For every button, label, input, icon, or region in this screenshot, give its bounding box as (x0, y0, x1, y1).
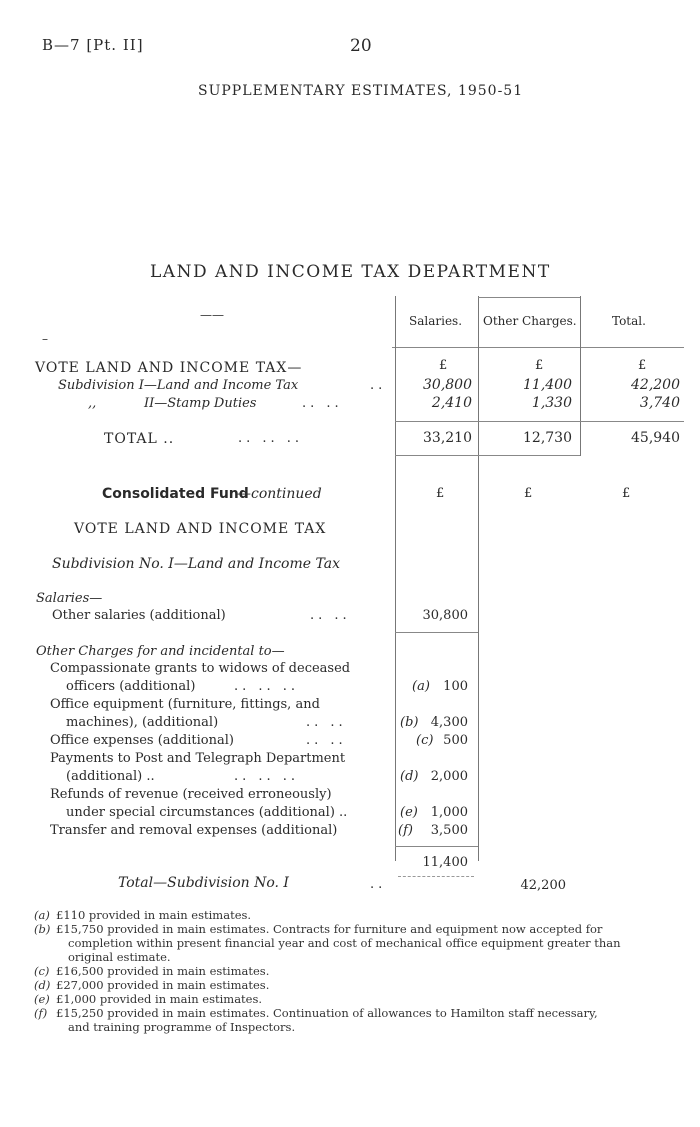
fund-suffix: —continued (237, 486, 322, 502)
footnote-ref: (b) (400, 715, 419, 730)
column-head-total: Total. (612, 314, 646, 328)
footnote-text: £16,500 provided in main estimates. (56, 964, 270, 978)
header-rule (392, 347, 684, 348)
row-label: Subdivision I—Land and Income Tax (58, 378, 299, 393)
footnote-text: £27,000 provided in main estimates. (56, 978, 270, 992)
currency-total: £ (638, 358, 647, 373)
footnote-text: £15,250 provided in main estimates. Continuation of allowances to Hamilton staff necessary, (56, 1006, 598, 1020)
charge-item-value: 1,000 (430, 805, 468, 820)
footnote-mark: (b) (34, 922, 51, 936)
footnote-text: £1,000 provided in main estimates. (56, 992, 263, 1006)
page-reference: B—7 [Pt. II] (42, 36, 144, 54)
leader-dots: .. .. (306, 733, 347, 748)
currency-salaries: £ (436, 486, 445, 501)
footnote-ref: (a) (412, 679, 430, 694)
currency-other-charges: £ (535, 358, 544, 373)
footnote-ref: (e) (400, 805, 418, 820)
footnote-mark: (e) (34, 992, 50, 1006)
page-number: 20 (350, 36, 372, 56)
column-rule-1 (395, 296, 396, 861)
footnote-ref: (c) (416, 733, 434, 748)
value-salaries: 2,410 (431, 395, 472, 411)
value-other-charges: 1,330 (531, 395, 572, 411)
leader-dots: .. .. (310, 608, 351, 623)
leader-dots: .. (370, 877, 387, 892)
column-head-salaries: Salaries. (409, 314, 463, 328)
vote-title: VOTE LAND AND INCOME TAX— (35, 360, 303, 376)
total-salaries: 33,210 (423, 430, 472, 446)
footnote-mark: (a) (34, 908, 50, 922)
footnote-text: £110 provided in main estimates. (56, 908, 252, 922)
subtotal-dash-rule (398, 876, 474, 877)
column-head-other-charges: Other Charges. (483, 314, 577, 328)
leader-dots: .. (370, 378, 387, 393)
footnote-mark: (f) (34, 1006, 48, 1020)
total-total: 45,940 (631, 430, 680, 446)
charge-item-value: 2,000 (430, 769, 468, 784)
footnote-ref: (d) (400, 769, 419, 784)
other-charges-heading: Other Charges for and incidental to— (36, 644, 285, 659)
footnote-mark: (d) (34, 978, 51, 992)
value-other-charges: 11,400 (523, 377, 572, 393)
fund-label: Consolidated Fund (102, 486, 249, 502)
charge-item-line: Payments to Post and Telegraph Department (50, 751, 346, 766)
currency-salaries: £ (439, 358, 448, 373)
salaries-rule (395, 632, 478, 633)
charge-item-line: Compassionate grants to widows of deceased (50, 661, 351, 676)
charge-item-line: under special circumstances (additional) .. (66, 805, 348, 820)
column-head-top-rule (478, 297, 580, 298)
charge-item-line: officers (additional) (66, 679, 196, 694)
charge-item-line: machines), (additional) (66, 715, 219, 730)
subdivision-total-label: Total—Subdivision No. I (118, 875, 289, 891)
running-title: SUPPLEMENTARY ESTIMATES, 1950-51 (198, 83, 524, 99)
charge-item-value: 100 (443, 679, 468, 694)
footnote-text: £15,750 provided in main estimates. Contracts for furniture and equipment now accepted for (56, 922, 603, 936)
leader-dots: .. .. .. (234, 769, 300, 784)
other-charges-total: 11,400 (422, 855, 468, 870)
total-bottom-rule (395, 455, 580, 456)
column-rule-2 (478, 296, 479, 861)
charge-item-value: 3,500 (430, 823, 468, 838)
total-label: TOTAL .. (104, 431, 175, 447)
salaries-heading: Salaries— (36, 591, 103, 606)
value-salaries: 30,800 (423, 377, 472, 393)
subdivision-title: Subdivision No. I—Land and Income Tax (52, 556, 340, 572)
stub-head-mark: – (42, 332, 48, 346)
total-rule (395, 421, 684, 422)
charge-item-value: 500 (443, 733, 468, 748)
charge-item-line: Transfer and removal expenses (additional) (50, 823, 338, 838)
department-title: LAND AND INCOME TAX DEPARTMENT (150, 262, 551, 282)
value-total: 42,200 (631, 377, 680, 393)
charge-item-line: Refunds of revenue (received erroneously) (50, 787, 332, 802)
leader-dots: .. .. (306, 715, 347, 730)
leader-dots: .. .. .. (234, 679, 300, 694)
currency-other-charges: £ (524, 486, 533, 501)
charge-item-line: (additional) .. (66, 769, 155, 784)
row-label-prefix: ,, (88, 396, 97, 411)
detail-vote-title: VOTE LAND AND INCOME TAX (74, 521, 327, 537)
column-rule-3 (580, 296, 581, 456)
footnote-mark: (c) (34, 964, 50, 978)
leader-dots: .. .. .. (238, 431, 304, 446)
footnote-text: original estimate. (68, 950, 171, 964)
footnote-text: and training programme of Inspectors. (68, 1020, 296, 1034)
charge-item-value: 4,300 (430, 715, 468, 730)
currency-total: £ (622, 486, 631, 501)
value-total: 3,740 (639, 395, 680, 411)
other-charges-rule (395, 846, 478, 847)
footnote-ref: (f) (398, 823, 413, 838)
salaries-item-value: 30,800 (422, 608, 468, 623)
row-label: II—Stamp Duties (144, 396, 257, 411)
charge-item-line: Office equipment (furniture, fittings, and (50, 697, 320, 712)
leader-dots: .. .. (302, 396, 343, 411)
subdivision-total-value: 42,200 (520, 878, 566, 893)
stub-head: —— (200, 308, 224, 322)
salaries-item-label: Other salaries (additional) (52, 608, 226, 623)
footnote-text: completion within present financial year and cost of mechanical office equipment greater than (68, 936, 621, 950)
charge-item-line: Office expenses (additional) (50, 733, 234, 748)
total-other-charges: 12,730 (523, 430, 572, 446)
